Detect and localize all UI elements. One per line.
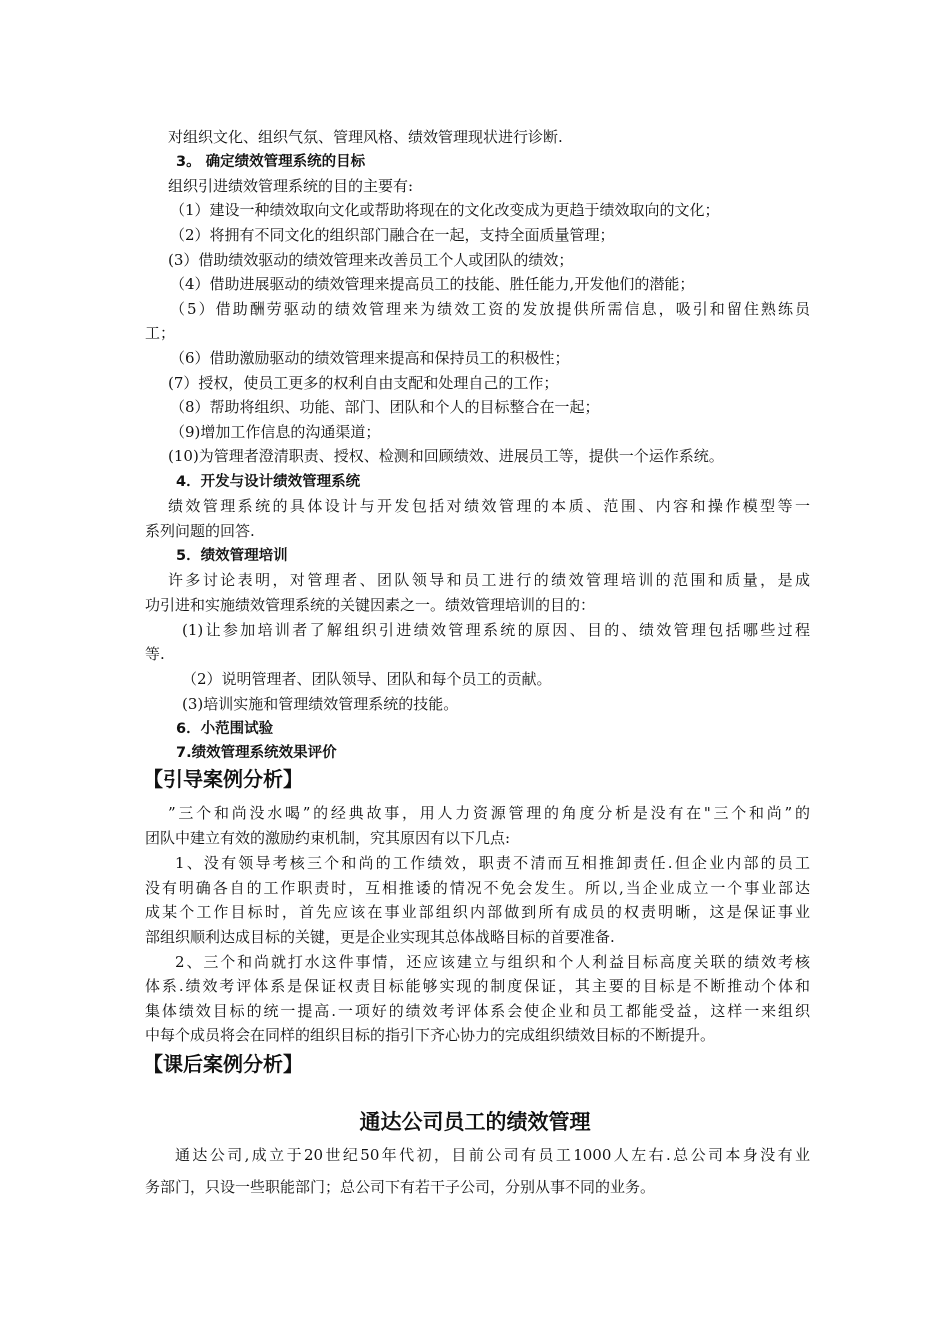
list-item: （2）将拥有不同文化的组织部门融合在一起，支持全面质量管理； xyxy=(170,226,615,244)
heading-design: 4．开发与设计绩效管理系统 xyxy=(176,474,361,490)
section-heading-guide-case: 【引导案例分析】 xyxy=(143,767,303,791)
heading-evaluation: 7.绩效管理系统效果评价 xyxy=(176,745,337,761)
paragraph-line: 绩效管理系统的具体设计与开发包括对绩效管理的本质、范围、内容和操作模型等一 xyxy=(168,497,810,515)
case-title: 通达公司员工的绩效管理 xyxy=(359,1110,591,1134)
paragraph-line: 集体绩效目标的统一提高.一项好的绩效考评体系会使企业和员工都能受益，这样一来组织 xyxy=(145,1002,810,1020)
paragraph-line: ”三个和尚没水喝”的经典故事，用人力资源管理的角度分析是没有在"三个和尚”的 xyxy=(168,804,810,822)
section-heading-after-class-case: 【课后案例分析】 xyxy=(143,1052,303,1076)
paragraph-line: 没有明确各自的工作职责时，互相推诿的情况不免会发生。所以,当企业成立一个事业部达 xyxy=(145,879,810,897)
paragraph-line: 部组织顺利达成目标的关键，更是企业实现其总体战略目标的首要准备. xyxy=(145,928,615,946)
list-item: (3)培训实施和管理绩效管理系统的技能。 xyxy=(182,695,459,713)
list-item: （1）建设一种绩效取向文化或帮助将现在的文化改变成为更趋于绩效取向的文化； xyxy=(170,201,720,219)
paragraph-line: 许多讨论表明，对管理者、团队领导和员工进行的绩效管理培训的范围和质量，是成 xyxy=(168,571,810,589)
heading-training: 5．绩效管理培训 xyxy=(176,548,288,564)
paragraph-line: 成某个工作目标时，首先应该在事业部组织内部做到所有成员的权责明晰，这是保证事业 xyxy=(145,903,810,921)
list-item-continuation: 工； xyxy=(145,324,176,342)
paragraph-line: 1、没有领导考核三个和尚的工作绩效，职责不清而互相推卸责任.但企业内部的员工 xyxy=(175,854,810,872)
heading-pilot: 6．小范围试验 xyxy=(176,721,274,737)
paragraph-line: 组织引进绩效管理系统的目的主要有: xyxy=(168,177,414,195)
list-item: (1)让参加培训者了解组织引进绩效管理系统的原因、目的、绩效管理包括哪些过程 xyxy=(182,621,810,639)
paragraph-line: 系列问题的回答. xyxy=(145,522,255,540)
paragraph-line: 体系.绩效考评体系是保证权责目标能够实现的制度保证，其主要的目标是不断推动个体和 xyxy=(145,977,810,995)
paragraph-line: 团队中建立有效的激励约束机制，究其原因有以下几点: xyxy=(145,829,511,847)
list-item: （9)增加工作信息的沟通渠道； xyxy=(170,423,381,441)
list-item-continuation: 等. xyxy=(145,645,165,663)
list-item: （5）借助酬劳驱动的绩效管理来为绩效工资的发放提供所需信息，吸引和留住熟练员 xyxy=(170,300,810,318)
list-item: （4）借助进展驱动的绩效管理来提高员工的技能、胜任能力,开发他们的潜能； xyxy=(170,275,695,293)
list-item: （8）帮助将组织、功能、部门、团队和个人的目标整合在一起； xyxy=(170,398,600,416)
list-item: （6）借助激励驱动的绩效管理来提高和保持员工的积极性； xyxy=(170,349,570,367)
paragraph-line: 务部门，只设一些职能部门；总公司下有若干子公司，分别从事不同的业务。 xyxy=(145,1178,656,1196)
paragraph-line: 中每个成员将会在同样的组织目标的指引下齐心协力的完成组织绩效目标的不断提升。 xyxy=(145,1026,716,1044)
list-item: (7）授权，使员工更多的权利自由支配和处理自己的工作； xyxy=(168,374,559,392)
paragraph-line: 功引进和实施绩效管理系统的关键因素之一。绩效管理培训的目的： xyxy=(145,596,596,614)
paragraph-line: 对组织文化、组织气氛、管理风格、绩效管理现状进行诊断. xyxy=(168,128,563,146)
list-item: （2）说明管理者、团队领导、团队和每个员工的贡献。 xyxy=(182,670,552,688)
list-item: (3）借助绩效驱动的绩效管理来改善员工个人或团队的绩效； xyxy=(168,251,574,269)
heading-goals: 3。 确定绩效管理系统的目标 xyxy=(176,154,366,170)
list-item: (10)为管理者澄清职责、授权、检测和回顾绩效、进展员工等，提供一个运作系统。 xyxy=(168,447,724,465)
paragraph-line: 2、三个和尚就打水这件事情，还应该建立与组织和个人利益目标高度关联的绩效考核 xyxy=(175,953,810,971)
paragraph-line: 通达公司,成立于20世纪50年代初，目前公司有员工1000人左右.总公司本身没有业 xyxy=(175,1146,810,1164)
